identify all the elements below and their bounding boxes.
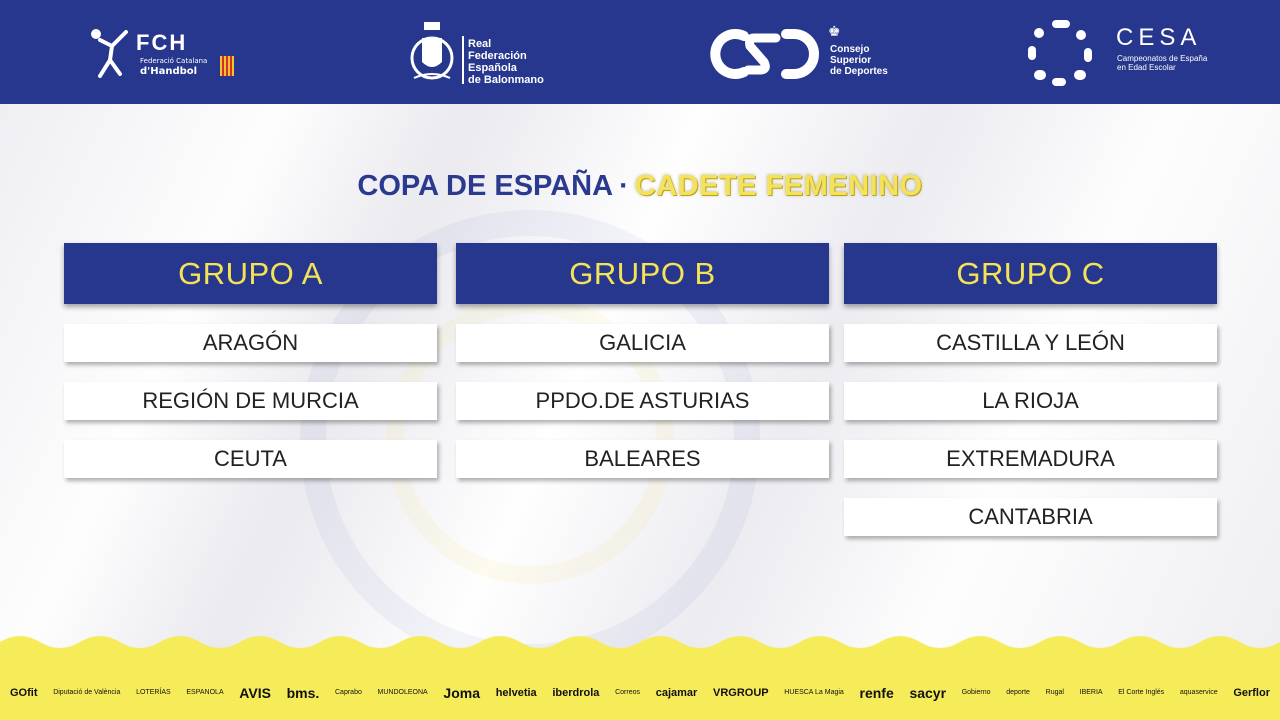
sponsor-logo: Caprabo — [335, 689, 362, 696]
group-header: GRUPO B — [456, 243, 829, 304]
team-card: REGIÓN DE MURCIA — [64, 382, 437, 420]
csd-mark-icon — [710, 28, 820, 84]
sponsor-logo: AVIS — [239, 685, 271, 701]
sponsor-logo: cajamar — [655, 687, 698, 699]
team-card: BALEARES — [456, 440, 829, 478]
sponsors-bar — [0, 676, 1280, 710]
cesa-logo — [1026, 18, 1226, 88]
title-main: COPA DE ESPAÑA — [357, 170, 614, 202]
sponsor-logo: Rugal — [1045, 689, 1064, 696]
catalan-flag-icon — [220, 56, 234, 76]
sponsor-logo: LOTERÍAS — [136, 689, 171, 696]
rfeb-divider — [462, 36, 464, 84]
sponsor-logo: sacyr — [909, 685, 947, 701]
sponsor-logo: iberdrola — [552, 687, 600, 699]
csd-name: Consejo Superior de Deportes — [830, 44, 888, 77]
sponsor-logo: deporte — [1006, 689, 1030, 696]
cesa-subtitle: Campeonatos de España en Edad Escolar — [1117, 54, 1208, 72]
rfeb-name: Real Federación Española de Balonmano — [468, 38, 544, 86]
fch-sub1: Federació Catalana — [140, 57, 208, 65]
group-header: GRUPO C — [844, 243, 1217, 304]
cesa-name: CESA — [1116, 24, 1202, 51]
fch-sub2: d'Handbol — [140, 66, 198, 77]
cesa-ring-icon — [1026, 18, 1096, 92]
sponsor-logo: Gerflor — [1233, 687, 1270, 699]
sponsor-logo: bms. — [286, 685, 320, 701]
sponsor-logo: Correos — [615, 689, 641, 696]
sponsor-logo: Diputació de València — [53, 689, 121, 696]
sponsor-logo: Joma — [443, 685, 480, 701]
team-card: LA RIOJA — [844, 382, 1217, 420]
team-card: CANTABRIA — [844, 498, 1217, 536]
group-c — [844, 243, 1217, 536]
sponsor-logo: GOfit — [10, 687, 38, 699]
handball-player-icon — [86, 26, 134, 90]
sponsor-logo: renfe — [859, 685, 894, 701]
group-header: GRUPO A — [64, 243, 437, 304]
sponsor-logo: ESPANOLA — [186, 689, 224, 696]
crest-icon — [408, 18, 456, 84]
header-bar — [0, 0, 1280, 104]
sponsor-logo: IBERIA — [1079, 689, 1103, 696]
title-separator: · — [619, 170, 629, 202]
sponsor-logo: El Corte Inglés — [1118, 689, 1165, 696]
team-card: PPDO.DE ASTURIAS — [456, 382, 829, 420]
crown-icon: ♚ — [828, 24, 841, 40]
sponsor-logo: VRGROUP — [712, 687, 769, 699]
title-category: CADETE FEMENINO — [634, 170, 923, 202]
page-title — [0, 170, 1280, 203]
sponsor-logo: MUNDOLEONA — [377, 689, 428, 696]
fch-name: FCH — [136, 30, 188, 55]
group-b — [456, 243, 829, 478]
team-card: CEUTA — [64, 440, 437, 478]
team-card: GALICIA — [456, 324, 829, 362]
sponsor-logo: Gobierno — [961, 689, 991, 696]
fch-logo — [86, 26, 246, 82]
team-card: CASTILLA Y LEÓN — [844, 324, 1217, 362]
group-a — [64, 243, 437, 478]
sponsor-logo: aquaservice — [1179, 689, 1218, 696]
sponsor-logo: HUESCA La Magia — [784, 689, 844, 696]
team-card: ARAGÓN — [64, 324, 437, 362]
rfeb-logo — [408, 18, 568, 88]
team-card: EXTREMADURA — [844, 440, 1217, 478]
csd-logo — [710, 22, 910, 84]
sponsor-logo: helvetia — [495, 687, 537, 699]
